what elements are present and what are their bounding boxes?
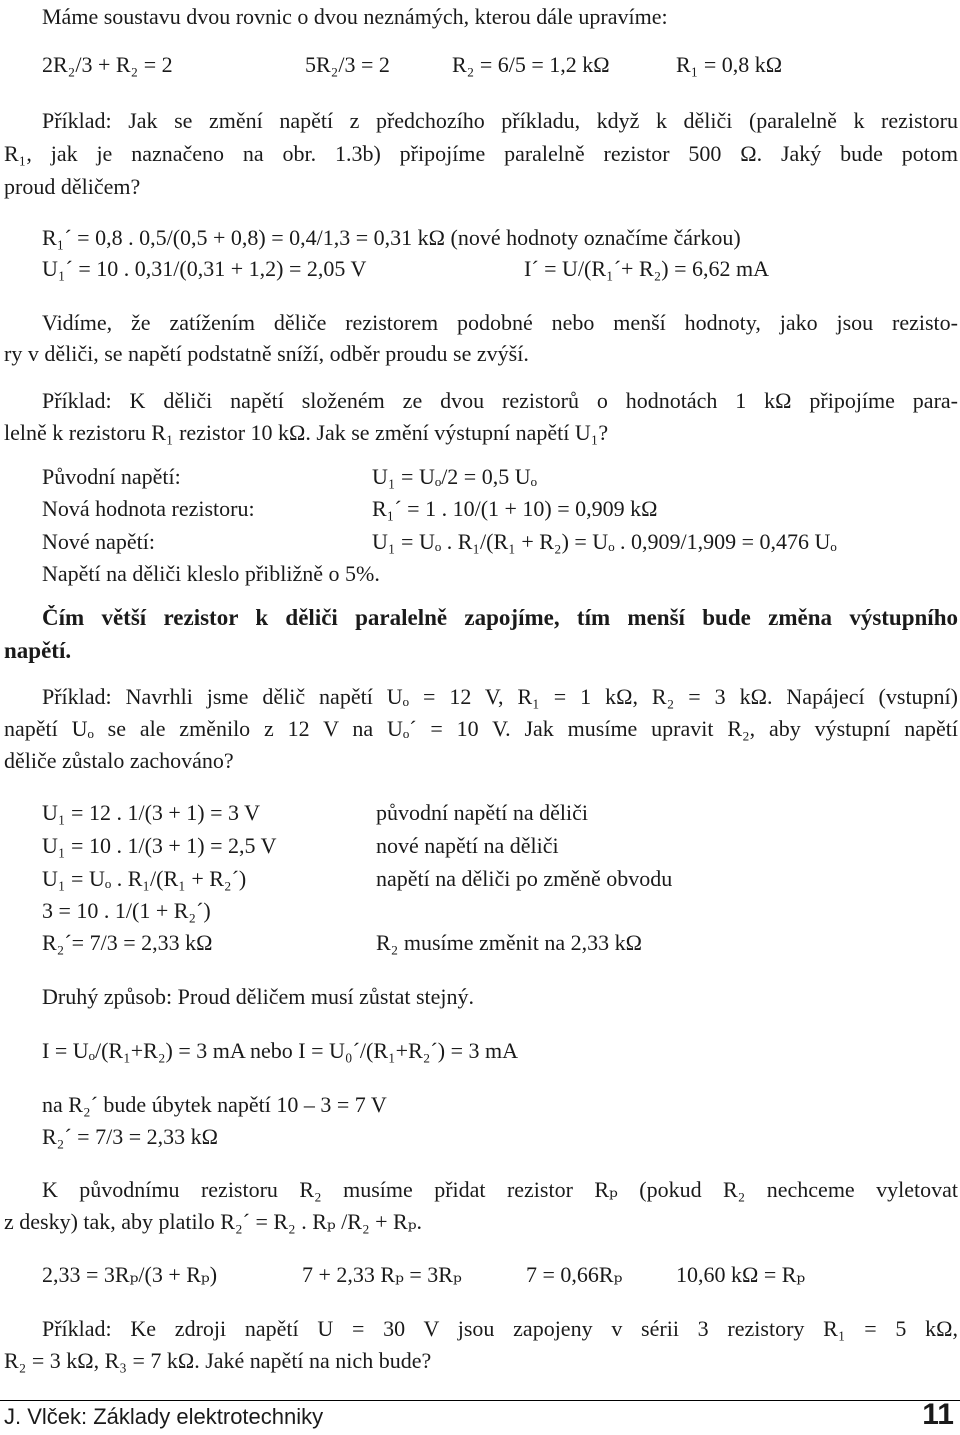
text-line: Čím větší rezistor k děliči paralelně zapojíme, tím menší bude změna výstupního	[42, 605, 958, 630]
text-line: Druhý způsob: Proud děličem musí zůstat stejný.	[42, 984, 474, 1009]
text-line: Máme soustavu dvou rovnic o dvou neznámých, kterou dále upravíme:	[42, 4, 668, 29]
footer-title: J. Vlček: Základy elektrotechniky	[4, 1404, 324, 1429]
text-line: R₂ = 3 kΩ, R₃ = 7 kΩ. Jaké napětí na nich bude?	[4, 1348, 432, 1373]
text-line: z desky) tak, aby platilo R₂´ = R₂ . Rₚ /R₂ + Rₚ.	[4, 1209, 422, 1234]
text-line: R₂ musíme změnit na 2,33 kΩ	[376, 930, 642, 955]
text-line: původní napětí na děliči	[376, 800, 588, 825]
text-line: děliče zůstalo zachováno?	[4, 748, 234, 773]
text-line: ry v děliči, se napětí podstatně sníží, odběr proudu se zvýší.	[4, 341, 529, 366]
text-line: R₁´ = 0,8 . 0,5/(0,5 + 0,8) = 0,4/1,3 = 0,31 kΩ (nové hodnoty označíme čárkou)	[42, 225, 741, 250]
text-line: proud děličem?	[4, 174, 141, 199]
text-line: 2,33 = 3Rₚ/(3 + Rₚ)	[42, 1262, 218, 1287]
text-line: U₁ = Uₒ . R₁/(R₁ + R₂´)	[42, 866, 247, 891]
text-line: I´ = U/(R₁´+ R₂) = 6,62 mA	[524, 256, 770, 281]
text-line: 2R₂/3 + R₂ = 2	[42, 52, 173, 77]
text-line: R₁ = 0,8 kΩ	[676, 52, 783, 77]
text-line: Vidíme, že zatížením děliče rezistorem podobné nebo menší hodnoty, jako jsou rezisto-	[42, 310, 958, 335]
text-line: 7 + 2,33 Rₚ = 3Rₚ	[302, 1262, 462, 1287]
page-number: 11	[922, 1398, 954, 1431]
text-line: Původní napětí:	[42, 464, 181, 489]
text-line: R₁, jak je naznačeno na obr. 1.3b) připojíme paralelně rezistor 500 Ω. Jaký bude potom	[4, 141, 958, 166]
text-line: R₂´= 7/3 = 2,33 kΩ	[42, 930, 213, 955]
text-line: nové napětí na děliči	[376, 833, 559, 858]
text-line: lelně k rezistoru R₁ rezistor 10 kΩ. Jak se změní výstupní napětí U₁?	[4, 420, 609, 445]
text-line: R₂ = 6/5 = 1,2 kΩ	[452, 52, 610, 77]
text-line: U₁´ = 10 . 0,31/(0,31 + 1,2) = 2,05 V	[42, 256, 367, 281]
text-line: U₁ = Uₒ/2 = 0,5 Uₒ	[372, 464, 537, 489]
text-line: R₂´ = 7/3 = 2,33 kΩ	[42, 1124, 218, 1149]
text-line: napětí na děliči po změně obvodu	[376, 866, 673, 891]
text-line: napětí.	[4, 638, 72, 663]
text-line: napětí Uₒ se ale změnilo z 12 V na Uₒ´ = 10 V. Jak musíme upravit R₂, aby výstupní napětí	[4, 716, 958, 741]
text-line: 7 = 0,66Rₚ	[526, 1262, 623, 1287]
text-line: Nová hodnota rezistoru:	[42, 496, 255, 521]
footer-rule	[0, 1400, 960, 1401]
text-line: Nové napětí:	[42, 529, 156, 554]
text-line: R₁´ = 1 . 10/(1 + 10) = 0,909 kΩ	[372, 496, 658, 521]
text-line: Příklad: Ke zdroji napětí U = 30 V jsou zapojeny v sérii 3 rezistory R₁ = 5 kΩ,	[42, 1316, 958, 1341]
text-line: K původnímu rezistoru R₂ musíme přidat rezistor Rₚ (pokud R₂ nechceme vyletovat	[42, 1177, 958, 1202]
text-line: Napětí na děliči kleslo přibližně o 5%.	[42, 561, 380, 586]
text-line: Příklad: K děliči napětí složeném ze dvou rezistorů o hodnotách 1 kΩ připojíme para-	[42, 388, 958, 413]
text-line: 5R₂/3 = 2	[305, 52, 390, 77]
text-line: Příklad: Navrhli jsme dělič napětí Uₒ = 12 V, R₁ = 1 kΩ, R₂ = 3 kΩ. Napájecí (vstupní)	[42, 684, 958, 709]
text-line: U₁ = 12 . 1/(3 + 1) = 3 V	[42, 800, 261, 825]
text-line: U₁ = Uₒ . R₁/(R₁ + R₂) = Uₒ . 0,909/1,909 = 0,476 Uₒ	[372, 529, 837, 554]
text-line: 10,60 kΩ = Rₚ	[676, 1262, 806, 1287]
text-line: U₁ = 10 . 1/(3 + 1) = 2,5 V	[42, 833, 277, 858]
text-line: na R₂´ bude úbytek napětí 10 – 3 = 7 V	[42, 1092, 387, 1117]
text-line: I = Uₒ/(R₁+R₂) = 3 mA nebo I = U₀´/(R₁+R₂´) = 3 mA	[42, 1038, 518, 1063]
text-line: Příklad: Jak se změní napětí z předchozího příkladu, když k děliči (paralelně k rezistoru	[42, 108, 958, 133]
text-line: 3 = 10 . 1/(1 + R₂´)	[42, 898, 211, 923]
